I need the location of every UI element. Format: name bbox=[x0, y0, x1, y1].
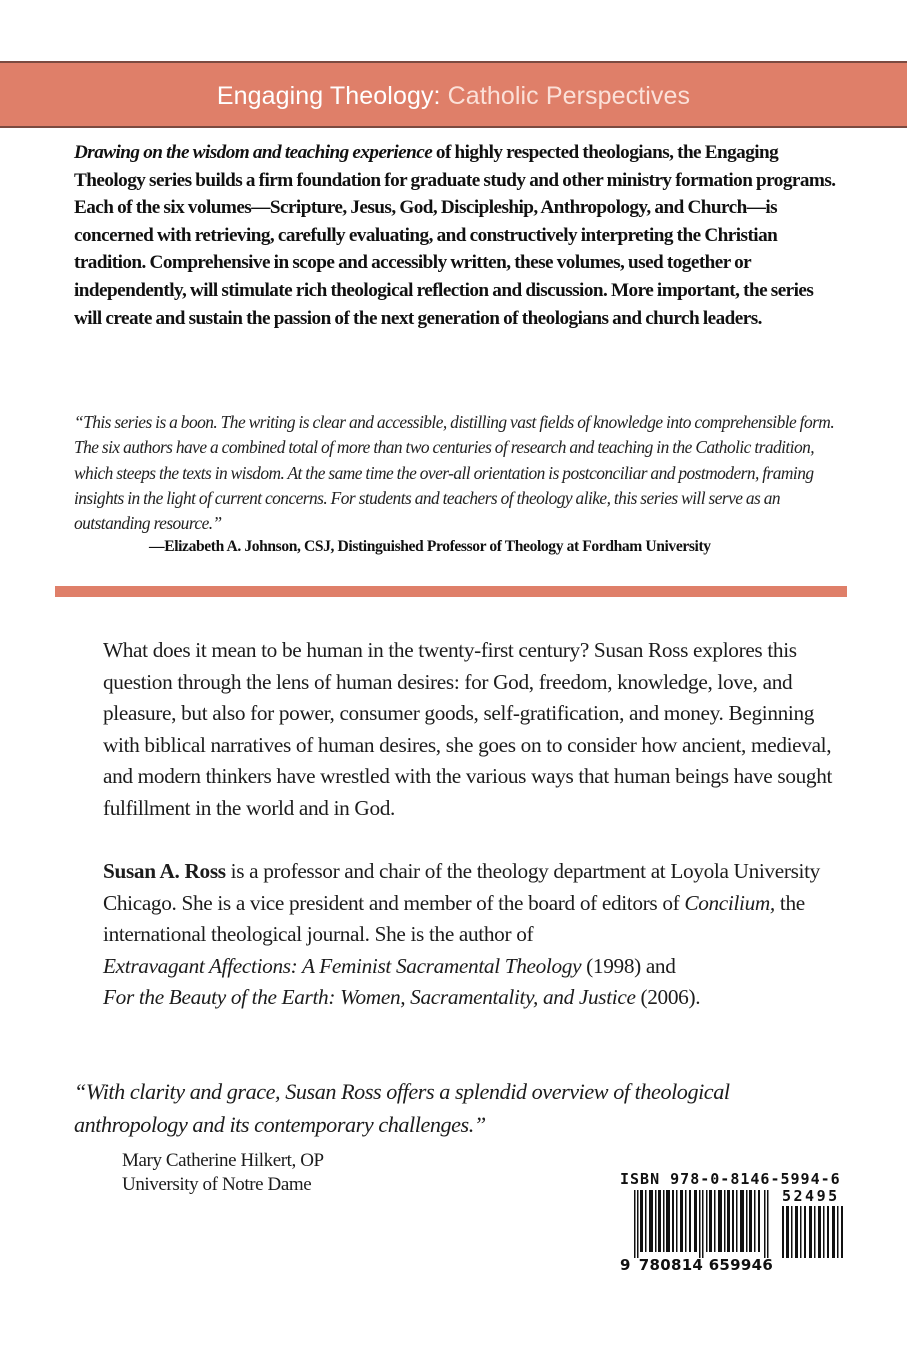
barcode-bars-icon bbox=[634, 1190, 770, 1258]
endorsement-quote: “With clarity and grace, Susan Ross offers a splendid overview of theological anthropology and its contemporary challenges.” bbox=[74, 1079, 730, 1137]
series-banner bbox=[0, 61, 907, 128]
barcode-number: 780814 659946 bbox=[638, 1256, 774, 1274]
series-quote: “This series is a boon. The writing is clear and accessible, distilling vast fields of knowledge into comprehensible form. The six authors have a combined total of more than two centuries of research and teaching in the Catholic tradition, which steeps the texts in wisdom. At the same time the over-all orientation is postconciliar and postmodern, framing insights in the light of current concerns. For students and teachers of theology alike, this series will serve as an outstanding resource.” bbox=[74, 412, 835, 534]
journal-title: Concilium, bbox=[684, 890, 775, 915]
book-summary: What does it mean to be human in the twenty-first century? Susan Ross explores this question through the lens of human desires: for God, freedom, knowledge, love, and pleasure, but also for power, consumer goods, self-gratification, and money. Beginning with biblical narratives of human desires, she goes on to consider how ancient, medieval, and modern thinkers have wrestled with the various ways that human beings have sought fulfillment in the world and in God. bbox=[103, 638, 833, 820]
series-description-lead: Drawing on the wisdom and teaching experience bbox=[74, 142, 433, 163]
barcode-addon-bars-icon bbox=[782, 1206, 844, 1258]
series-description-body: of highly respected theologians, the Engaging Theology series builds a firm foundation for graduate study and other ministry formation programs. Each of the six volumes—Scripture, Jesus, God, Discipleship, Anthropology, and Church—is concerned with retrieving, carefully evaluating, and constructively interpreting the Christian tradition. Comprehensive in scope and accessibly written, these volumes, used together or independently, will stimulate rich theological reflection and discussion. More important, the series will create and sustain the passion of the next generation of theologians and church leaders. bbox=[74, 142, 836, 329]
endorser-affiliation: University of Notre Dame bbox=[122, 1173, 312, 1195]
isbn-barcode bbox=[612, 1170, 852, 1280]
isbn-label: ISBN 978-0-8146-5994-6 bbox=[620, 1170, 841, 1188]
barcode-digits bbox=[620, 1256, 773, 1274]
book-year-2: (2006). bbox=[635, 985, 701, 1010]
series-description bbox=[74, 139, 844, 332]
endorsement-signature bbox=[122, 1149, 482, 1196]
book-title-1: Extravagant Affections: A Feminist Sacramental Theology bbox=[103, 953, 582, 978]
barcode-first-digit: 9 bbox=[620, 1256, 631, 1274]
section-divider bbox=[55, 586, 847, 597]
author-bio-text: the international theological journal. She is the author of bbox=[103, 890, 805, 947]
series-subtitle: Catholic Perspectives bbox=[440, 81, 691, 110]
author-name: Susan A. Ross bbox=[103, 859, 226, 883]
author-bio-text: is a professor and chair of the theology department at Loyola University Chicago. She is a vice president and member of the board of editors of bbox=[103, 859, 820, 915]
book-year-1: (1998) and bbox=[581, 953, 676, 978]
author-bio bbox=[103, 856, 843, 1014]
series-name: Engaging Theology: bbox=[216, 81, 441, 110]
book-title-2: For the Beauty of the Earth: Women, Sacramentality, and Justice bbox=[103, 985, 636, 1010]
series-title bbox=[217, 82, 690, 111]
barcode-addon-number: 52495 bbox=[782, 1187, 840, 1205]
endorser-name: Mary Catherine Hilkert, OP bbox=[122, 1150, 324, 1171]
series-quote-attribution: —Elizabeth A. Johnson, CSJ, Distinguished Professor of Theology at Fordham University bbox=[149, 538, 711, 555]
